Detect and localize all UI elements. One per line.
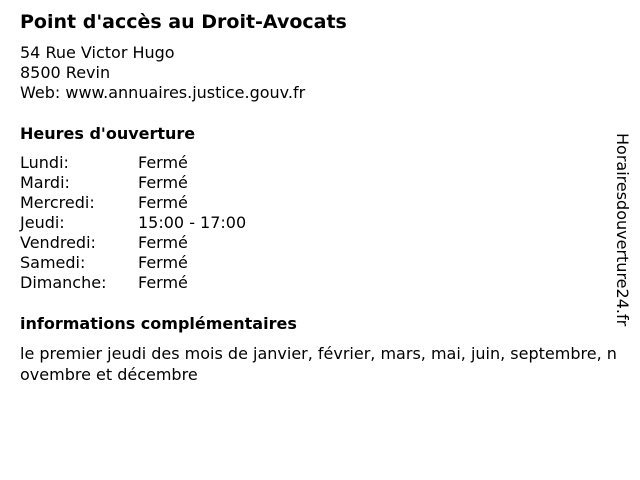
day-label: Jeudi:	[20, 213, 65, 232]
address-city: 8500 Revin	[20, 63, 111, 82]
hours-row-wednesday	[20, 193, 246, 213]
hours-row-thursday	[20, 213, 246, 233]
page-title: Point d'accès au Droit-Avocats	[20, 11, 347, 33]
address-block	[20, 43, 305, 103]
day-label: Dimanche:	[20, 273, 107, 292]
address-street: 54 Rue Victor Hugo	[20, 43, 175, 62]
day-hours: Fermé	[138, 273, 188, 292]
hours-row-tuesday	[20, 173, 246, 193]
hours-row-saturday	[20, 253, 246, 273]
hours-row-monday	[20, 153, 246, 173]
day-hours: Fermé	[138, 173, 188, 192]
day-hours: Fermé	[138, 233, 188, 252]
day-hours: 15:00 - 17:00	[138, 213, 247, 232]
hours-row-friday	[20, 233, 246, 253]
info-heading: informations complémentaires	[20, 314, 297, 333]
hours-heading: Heures d'ouverture	[20, 124, 196, 143]
day-hours: Fermé	[138, 153, 188, 172]
day-label: Lundi:	[20, 153, 69, 172]
day-hours: Fermé	[138, 193, 188, 212]
hours-row-sunday	[20, 273, 246, 293]
day-label: Mardi:	[20, 173, 70, 192]
day-label: Vendredi:	[20, 233, 96, 252]
day-label: Samedi:	[20, 253, 86, 272]
day-hours: Fermé	[138, 253, 188, 272]
address-web: Web: www.annuaires.justice.gouv.fr	[20, 83, 306, 102]
site-watermark: Horairesdouverture24.fr	[613, 133, 632, 327]
day-label: Mercredi:	[20, 193, 95, 212]
info-text: le premier jeudi des mois de janvier, février, mars, mai, juin, septembre, novembre et décembre	[20, 344, 617, 384]
hours-table	[20, 153, 246, 293]
